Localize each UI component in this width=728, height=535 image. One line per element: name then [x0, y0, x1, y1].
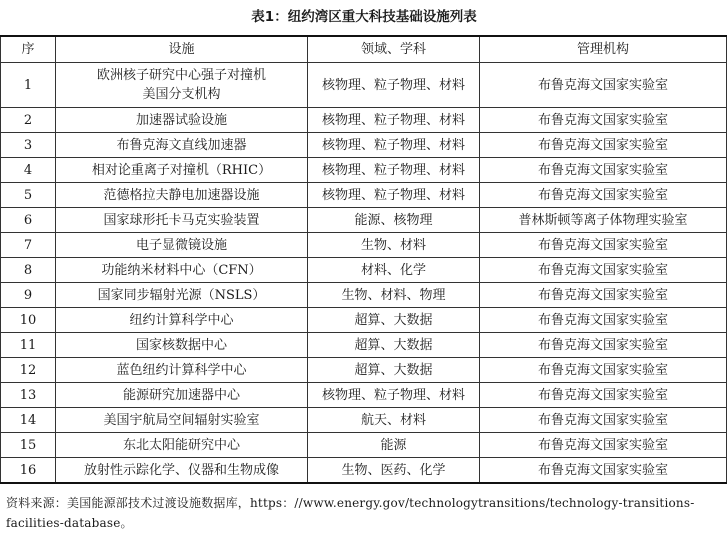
cell-facility: [56, 108, 308, 133]
table-row: [1, 158, 727, 183]
cell-organization: 布鲁克海文国家实验室: [480, 183, 727, 208]
facility-name-line: 欧洲核子研究中心强子对撞机: [96, 68, 266, 83]
table-row: [1, 383, 727, 408]
cell-facility: [56, 133, 308, 158]
cell-organization: 布鲁克海文国家实验室: [480, 233, 727, 258]
cell-number: 5: [1, 183, 56, 208]
cell-facility: [56, 233, 308, 258]
table-row: [1, 258, 727, 283]
cell-facility: [56, 183, 308, 208]
header-number: 序: [1, 36, 56, 63]
facility-name-line: 美国宇航局空间辐射实验室: [103, 412, 260, 428]
cell-number: 13: [1, 383, 56, 408]
cell-organization: 布鲁克海文国家实验室: [480, 258, 727, 283]
table-row: [1, 458, 727, 484]
cell-organization: 布鲁克海文国家实验室: [480, 63, 727, 108]
table-row: [1, 108, 727, 133]
facility-name-line: 纽约计算科学中心: [129, 312, 234, 328]
cell-facility: [56, 408, 308, 433]
facility-name-line: 国家同步辐射光源（NSLS）: [97, 287, 266, 303]
facility-name-line: 能源研究加速器中心: [122, 387, 240, 403]
cell-field: 生物、医药、化学: [308, 458, 480, 484]
source-note: 资料来源：美国能源部技术过渡设施数据库，https：//www.energy.gov/technologytransitions/technology-transitions-facilities-database。: [6, 496, 695, 530]
cell-field: 核物理、粒子物理、材料: [308, 158, 480, 183]
facility-name-line: 蓝色纽约计算科学中心: [116, 362, 247, 378]
table-row: [1, 358, 727, 383]
cell-facility: [56, 433, 308, 458]
cell-organization: 布鲁克海文国家实验室: [480, 108, 727, 133]
table-row: [1, 63, 727, 108]
cell-organization: 布鲁克海文国家实验室: [480, 458, 727, 484]
cell-facility: [56, 308, 308, 333]
cell-organization: 布鲁克海文国家实验室: [480, 433, 727, 458]
cell-number: 10: [1, 308, 56, 333]
cell-field: 核物理、粒子物理、材料: [308, 383, 480, 408]
cell-number: 15: [1, 433, 56, 458]
cell-number: 4: [1, 158, 56, 183]
cell-field: 核物理、粒子物理、材料: [308, 133, 480, 158]
table-caption: 表1：纽约湾区重大科技基础设施列表: [251, 9, 477, 25]
cell-number: 16: [1, 458, 56, 484]
header-field: 领域、学科: [308, 36, 480, 63]
cell-number: 6: [1, 208, 56, 233]
table-row: [1, 408, 727, 433]
facility-name-line: 国家球形托卡马克实验装置: [103, 212, 260, 228]
table-row: [1, 433, 727, 458]
facility-name-line: 范德格拉夫静电加速器设施: [103, 187, 260, 203]
cell-field: 超算、大数据: [308, 333, 480, 358]
cell-facility: [56, 258, 308, 283]
cell-field: 核物理、粒子物理、材料: [308, 108, 480, 133]
cell-number: 8: [1, 258, 56, 283]
cell-facility: [56, 333, 308, 358]
cell-organization: 布鲁克海文国家实验室: [480, 408, 727, 433]
cell-field: 能源: [308, 433, 480, 458]
cell-number: 12: [1, 358, 56, 383]
cell-number: 11: [1, 333, 56, 358]
cell-facility: [56, 158, 308, 183]
cell-facility: [56, 358, 308, 383]
cell-field: 超算、大数据: [308, 358, 480, 383]
facility-name-line: 东北太阳能研究中心: [122, 437, 240, 453]
cell-field: 核物理、粒子物理、材料: [308, 63, 480, 108]
cell-facility: [56, 208, 308, 233]
facility-name-line: 功能纳米材料中心（CFN）: [101, 262, 262, 278]
facility-name-line: 电子显微镜设施: [135, 237, 227, 253]
cell-field: 材料、化学: [308, 258, 480, 283]
cell-number: 2: [1, 108, 56, 133]
table-row: [1, 208, 727, 233]
cell-field: 核物理、粒子物理、材料: [308, 183, 480, 208]
table-row: [1, 183, 727, 208]
facility-name-line: 相对论重离子对撞机（RHIC）: [91, 162, 272, 178]
cell-number: 1: [1, 63, 56, 108]
cell-organization: 布鲁克海文国家实验室: [480, 133, 727, 158]
facilities-table: [0, 35, 727, 484]
facility-name-line: 美国分支机构: [142, 87, 221, 102]
table-header-row: [1, 36, 727, 63]
cell-field: 能源、核物理: [308, 208, 480, 233]
cell-organization: 布鲁克海文国家实验室: [480, 358, 727, 383]
cell-number: 7: [1, 233, 56, 258]
facility-name-line: 布鲁克海文直线加速器: [116, 137, 247, 153]
table-row: [1, 283, 727, 308]
cell-number: 14: [1, 408, 56, 433]
table-row: [1, 333, 727, 358]
cell-organization: 布鲁克海文国家实验室: [480, 308, 727, 333]
table-row: [1, 233, 727, 258]
cell-facility: [56, 383, 308, 408]
cell-facility: [56, 283, 308, 308]
cell-number: 9: [1, 283, 56, 308]
header-facility: 设施: [56, 36, 308, 63]
cell-field: 生物、材料、物理: [308, 283, 480, 308]
cell-organization: 布鲁克海文国家实验室: [480, 383, 727, 408]
cell-facility: [56, 63, 308, 108]
table-row: [1, 133, 727, 158]
cell-field: 航天、材料: [308, 408, 480, 433]
facility-name-line: 国家核数据中心: [135, 337, 227, 353]
cell-organization: 布鲁克海文国家实验室: [480, 283, 727, 308]
cell-field: 生物、材料: [308, 233, 480, 258]
facility-name-line: 放射性示踪化学、仪器和生物成像: [83, 462, 279, 478]
cell-field: 超算、大数据: [308, 308, 480, 333]
cell-organization: 布鲁克海文国家实验室: [480, 158, 727, 183]
table-row: [1, 308, 727, 333]
cell-facility: [56, 458, 308, 484]
cell-number: 3: [1, 133, 56, 158]
cell-organization: 普林斯顿等离子体物理实验室: [480, 208, 727, 233]
facility-name-line: 加速器试验设施: [135, 112, 227, 128]
table-body: [1, 63, 727, 484]
cell-organization: 布鲁克海文国家实验室: [480, 333, 727, 358]
header-organization: 管理机构: [480, 36, 727, 63]
